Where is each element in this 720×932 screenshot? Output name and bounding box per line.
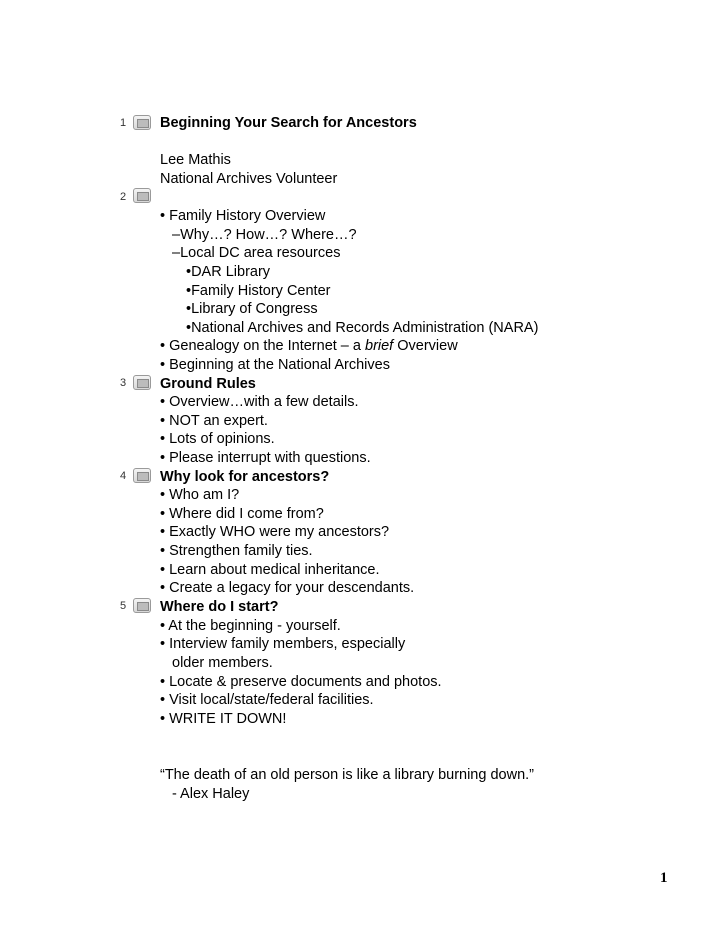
list-item-text: • Genealogy on the Internet – a bbox=[160, 338, 365, 354]
list-item-text: National Archives and Records Administration (NARA) bbox=[191, 320, 539, 336]
list-item: •National Archives and Records Administration (NARA) bbox=[186, 320, 539, 336]
slide-thumbnail-icon[interactable] bbox=[133, 598, 151, 613]
slide-title-3: Ground Rules bbox=[160, 376, 256, 392]
list-item: –Why…? How…? Where…? bbox=[172, 227, 357, 243]
list-item: older members. bbox=[172, 655, 273, 671]
list-item-text: Library of Congress bbox=[191, 301, 318, 317]
list-item: • WRITE IT DOWN! bbox=[160, 711, 287, 727]
list-item: • Family History Overview bbox=[160, 208, 326, 224]
emphasis-text: brief bbox=[365, 338, 394, 354]
list-item: • Lots of opinions. bbox=[160, 431, 275, 447]
list-item: • Learn about medical inheritance. bbox=[160, 562, 380, 578]
slide-title-5: Where do I start? bbox=[160, 599, 279, 615]
slide-number-3: 3 bbox=[120, 377, 127, 389]
list-item-text: Overview bbox=[393, 338, 458, 354]
slide-number-1: 1 bbox=[120, 117, 127, 129]
quote: “The death of an old person is like a library burning down.” bbox=[160, 767, 534, 783]
list-item: • At the beginning - yourself. bbox=[160, 618, 341, 634]
presenter-role: National Archives Volunteer bbox=[160, 171, 338, 187]
list-item: • Where did I come from? bbox=[160, 506, 324, 522]
slide-number-5: 5 bbox=[120, 600, 127, 612]
slide-title-1: Beginning Your Search for Ancestors bbox=[160, 115, 417, 131]
list-item: • Who am I? bbox=[160, 487, 240, 503]
list-item: • Strengthen family ties. bbox=[160, 543, 313, 559]
slide-thumbnail-icon[interactable] bbox=[133, 468, 151, 483]
quote-attribution: - Alex Haley bbox=[172, 786, 250, 802]
list-item: • Exactly WHO were my ancestors? bbox=[160, 524, 390, 540]
slide-number-2: 2 bbox=[120, 191, 127, 203]
list-item: •Family History Center bbox=[186, 283, 331, 299]
list-item: •Library of Congress bbox=[186, 301, 318, 317]
slide-thumbnail-icon[interactable] bbox=[133, 375, 151, 390]
slide-thumbnail-icon[interactable] bbox=[133, 188, 151, 203]
list-item: •DAR Library bbox=[186, 264, 271, 280]
list-item: • Please interrupt with questions. bbox=[160, 450, 371, 466]
list-item: • Create a legacy for your descendants. bbox=[160, 580, 415, 596]
slide-number-4: 4 bbox=[120, 470, 127, 482]
presenter-name: Lee Mathis bbox=[160, 152, 231, 168]
list-item: –Local DC area resources bbox=[172, 245, 341, 261]
list-item: • Interview family members, especially bbox=[160, 636, 406, 652]
list-item: • Beginning at the National Archives bbox=[160, 357, 390, 373]
list-item: • Locate & preserve documents and photos. bbox=[160, 674, 442, 690]
slide-thumbnail-icon[interactable] bbox=[133, 115, 151, 130]
list-item-text: DAR Library bbox=[191, 264, 271, 280]
list-item: • Overview…with a few details. bbox=[160, 394, 359, 410]
slide-title-4: Why look for ancestors? bbox=[160, 469, 330, 485]
list-item: • Visit local/state/federal facilities. bbox=[160, 692, 374, 708]
list-item: • NOT an expert. bbox=[160, 413, 268, 429]
list-item bbox=[160, 337, 458, 355]
page-number: 1 bbox=[660, 870, 668, 886]
list-item-text: Family History Center bbox=[191, 283, 331, 299]
